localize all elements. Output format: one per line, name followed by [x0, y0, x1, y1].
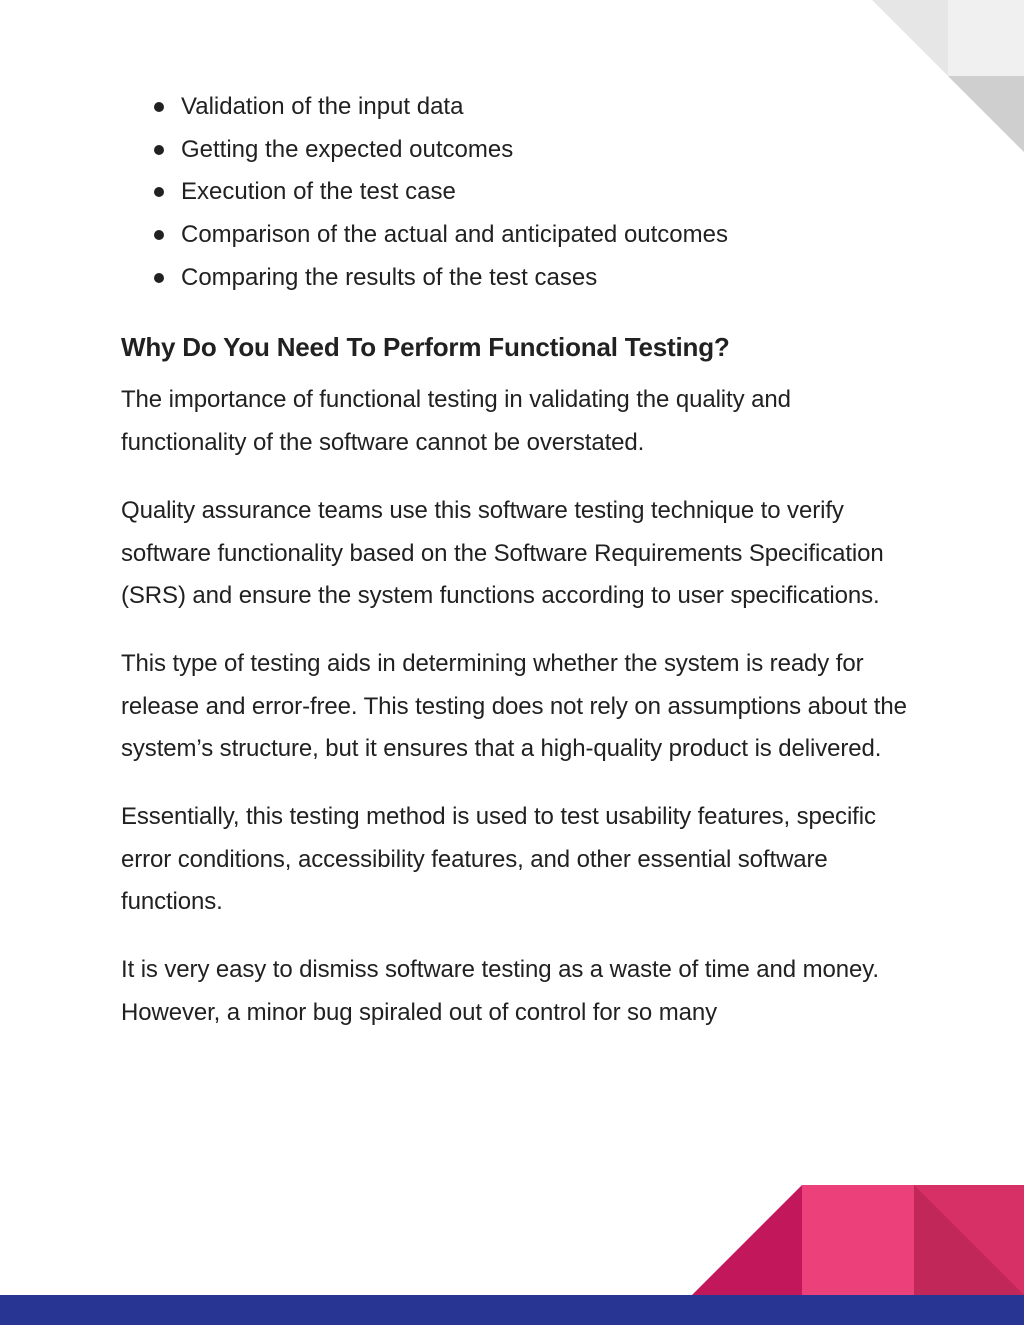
section-heading: Why Do You Need To Perform Functional Testing?	[121, 332, 730, 363]
bullet-icon	[154, 187, 164, 197]
list-item	[121, 86, 911, 129]
bullet-icon	[154, 230, 164, 240]
paragraph: Essentially, this testing method is used to test usability features, specific error conditions, accessibility features, and other essential software functions.	[121, 803, 876, 916]
paragraph: Quality assurance teams use this software testing technique to verify software functionality based on the Software Requirements Specification (SRS) and ensure the system functions according to user specifications.	[121, 496, 884, 610]
paragraph: This type of testing aids in determining whether the system is ready for release and error-free. This testing does not rely on assumptions about the system’s structure, but it ensures that a high-quality product is delivered.	[121, 649, 907, 763]
page-content	[121, 86, 911, 1035]
bullet-icon	[154, 273, 164, 283]
list-item-text: Comparing the results of the test cases	[181, 263, 598, 291]
bottom-corner-decoration	[692, 1185, 1024, 1295]
list-item-text: Comparison of the actual and anticipated outcomes	[181, 221, 728, 249]
bullet-list	[121, 86, 911, 299]
list-item	[121, 129, 911, 172]
list-item-text: Validation of the input data	[181, 93, 464, 120]
paragraph: The importance of functional testing in validating the quality and functionality of the software cannot be overstated.	[121, 386, 791, 457]
footer-bar	[0, 1295, 1024, 1325]
list-item	[121, 171, 911, 214]
list-item	[121, 214, 911, 257]
bullet-icon	[154, 102, 164, 112]
list-item-text: Execution of the test case	[181, 178, 456, 206]
bullet-icon	[154, 145, 164, 155]
paragraph: It is very easy to dismiss software testing as a waste of time and money. However, a minor bug spiraled out of control for so many	[121, 956, 879, 1026]
list-item-text: Getting the expected outcomes	[181, 135, 514, 163]
list-item	[121, 257, 911, 300]
